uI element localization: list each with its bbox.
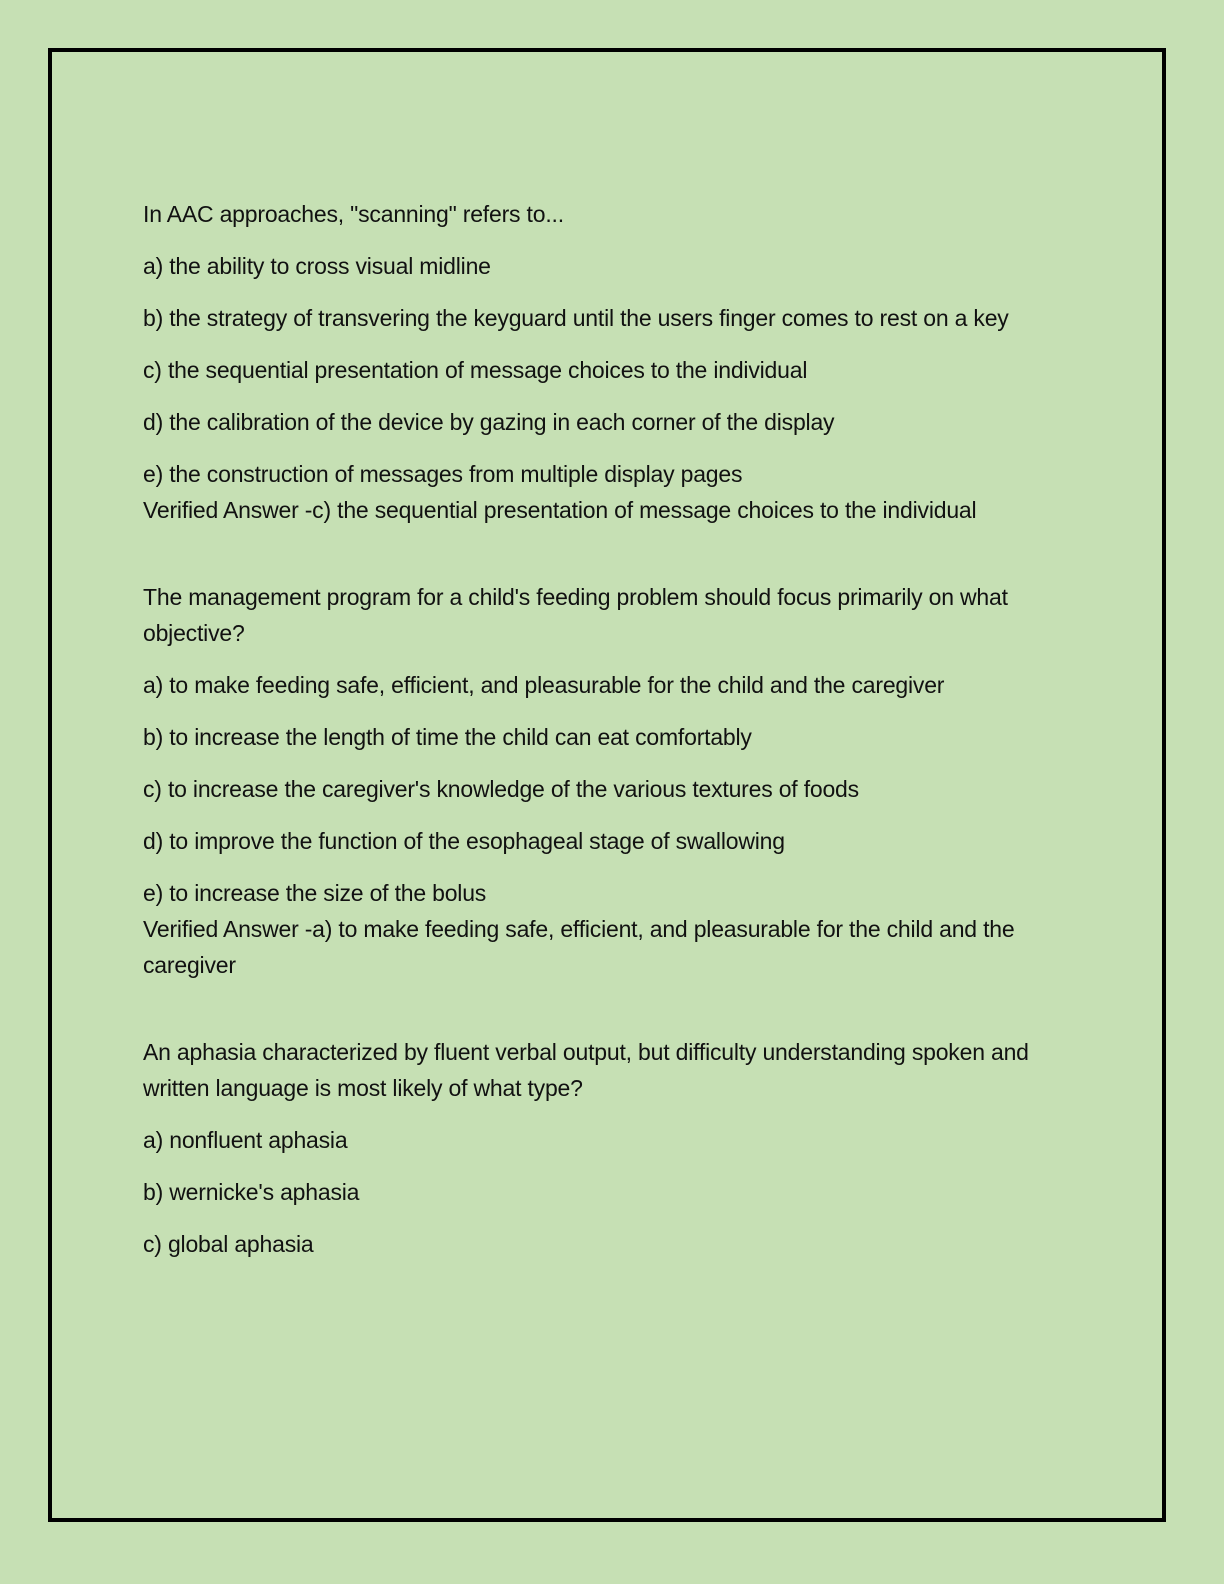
answer-option: e) to increase the size of the bolus <box>143 880 487 906</box>
answer-option: d) the calibration of the device by gazing in each corner of the display <box>143 409 835 435</box>
question-3 <box>143 1034 1083 1262</box>
question-prompt: In AAC approaches, "scanning" refers to... <box>143 201 564 227</box>
answer-option: b) to increase the length of time the child can eat comfortably <box>143 724 752 750</box>
answer-option: c) global aphasia <box>143 1231 314 1257</box>
answer-option: c) the sequential presentation of message choices to the individual <box>143 357 808 383</box>
verified-answer: Verified Answer -a) to make feeding safe, efficient, and pleasurable for the child and the caregiver <box>143 916 1015 978</box>
answer-option: a) the ability to cross visual midline <box>143 253 491 279</box>
document-content <box>143 196 1083 1313</box>
question-prompt: The management program for a child's feeding problem should focus primarily on what objective? <box>143 584 1008 646</box>
answer-option: a) to make feeding safe, efficient, and pleasurable for the child and the caregiver <box>143 672 945 698</box>
answer-option: d) to improve the function of the esophageal stage of swallowing <box>143 828 785 854</box>
question-2 <box>143 579 1083 983</box>
answer-option: a) nonfluent aphasia <box>143 1127 348 1153</box>
question-1 <box>143 196 1083 528</box>
answer-option: b) the strategy of transvering the keyguard until the users finger comes to rest on a key <box>143 305 1009 331</box>
answer-option: e) the construction of messages from multiple display pages <box>143 461 743 487</box>
verified-answer: Verified Answer -c) the sequential presentation of message choices to the individual <box>143 497 977 523</box>
question-prompt: An aphasia characterized by fluent verbal output, but difficulty understanding spoken and written language is most likely of what type? <box>143 1039 1029 1101</box>
answer-option: b) wernicke's aphasia <box>143 1179 360 1205</box>
answer-option: c) to increase the caregiver's knowledge of the various textures of foods <box>143 776 859 802</box>
